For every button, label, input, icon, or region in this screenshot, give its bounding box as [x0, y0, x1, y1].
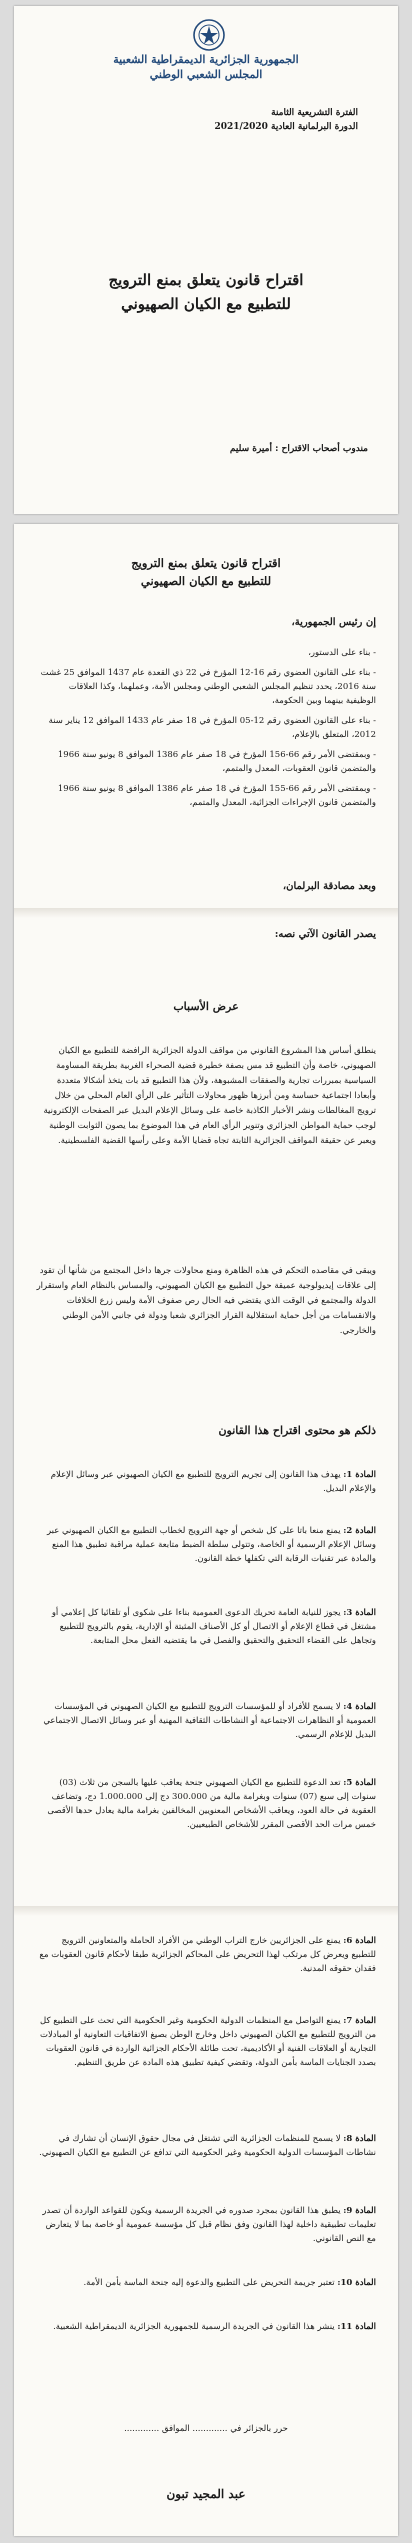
signing-place-date: حرر بالجزائر في ............. الموافق ............. [124, 2424, 288, 2434]
reasons-paragraph: ينطلق أساس هذا المشروع القانوني من مواقف الدولة الجزائرية الرافضة للتطبيع مع الكيان الصهيوني، خاصة وأن التطبيع قد مس بصفة خطيرة قضية الصحراء الغربية بطريقة المساومة السياسية بمبررات تجارية والصفقات المشبوهة، ولأن هذا التطبيع قد بات يتخذ أشكالا متعددة وأبعادا اجتماعية حساسة ومن أبرزها ظهور محاولات التأثير على الرأي العام المحلي من خلال ترويج المغالطات ونشر الأخبار الكاذبة خاصة على وسائل الإعلام البديل عبر الصفحات الإلكترونية لوجب حماية المواطن الجزائري وتنوير الرأي العام في هذا الموضوع بما يصون الثوابت الوطنية ويعبر عن حقيقة المواقف الجزائرية الثابتة تجاه قضايا الأمة وعلى رأسها القضية الفلسطينية. [43, 1046, 376, 1146]
parliament-approval: وبعد مصادقة البرلمان، [282, 881, 376, 892]
article [36, 2014, 376, 2070]
article-number: المادة 1: [343, 1470, 376, 1480]
legal-references [36, 646, 376, 810]
cover-title [64, 268, 348, 316]
promulgation-line: يصدر القانون الآتي نصه: [274, 929, 376, 940]
reference-item: - بناء على القانون العضوي رقم 16-12 المؤرخ في 22 ذي القعدة عام 1437 الموافق 25 غشت سنة 2016، يحدد تنظيم المجلس الشعبي الوطني ومجلس الأمة، وعملهما، وكذا العلاقات الوظيفية بينهما وبين الحكومة، [40, 668, 376, 706]
representative: مندوب أصحاب الاقتراح : أميرة سليم [229, 444, 368, 454]
article-number: المادة 10: [337, 2278, 376, 2288]
article [36, 1776, 376, 1832]
article [36, 2132, 376, 2160]
article-text: يمنع التواصل مع المنظمات الدولية الحكومية وغير الحكومية التي تحث على التطبيع كل من الترويج للتطبيع مع الكيان الصهيوني داخل وخارج الوطن بصيغ الاتفاقيات التعاونية أو المبادلات التجارية أو العلاقات الفنية أو الأكاديمية، تحت طائلة الأحكام الجزائية الواردة في قانون العقوبات بصدد الجنايات الماسة بأمن الدولة، وتقضي كيفية تطبيق هذه المادة عن طريق التنظيم. [39, 2016, 376, 2068]
addressee: إن رئيس الجمهورية، [291, 617, 376, 628]
legislative-session: الدورة البرلمانية العادية 2021/2020 [214, 122, 358, 132]
legislature-info [215, 106, 359, 134]
article-number: المادة 9: [343, 2206, 376, 2216]
cover-title-line-1: اقتراح قانون يتعلق بمنع الترويج [108, 271, 304, 289]
legislative-term: الفترة التشريعية الثامنة [271, 108, 358, 118]
bill-page [14, 524, 398, 2536]
article-number: المادة 4: [343, 1702, 376, 1712]
article-text: لا يسمح للأفراد أو للمؤسسات الترويج للتطبيع مع الكيان الصهيوني في المؤسسات العمومية أو النظاهرات الاجتماعية أو النشاطات الثقافية المهنية أو عبر وسائل الاتصال الاجتماعي البديل للإعلام الرسمي. [43, 1702, 376, 1740]
article-text: يجوز للنيابة العامة تحريك الدعوى العمومية بناءا على شكوى أو تلقائيا كل إعلامي أو مشتغل في قطاع الإعلام أو الاتصال أو كل الأصناف المثبتة أو الإدارية، يقوم بالترويج للتطبيع وتجاهل على القضاء التحقيق والتحقيق والفصل في ما يقتضيه الفعل محل المتابعة. [51, 1608, 376, 1646]
reference-item: - بناء على القانون العضوي رقم 12-05 المؤرخ في 18 صفر عام 1433 الموافق 12 يناير سنة 2012، المتعلق بالإعلام، [48, 716, 376, 740]
bill-title [74, 554, 338, 590]
cover-page [14, 6, 398, 514]
article-text: تعد الدعوة للتطبيع مع الكيان الصهيوني جنحة يعاقب عليها بالسجن من ثلاث (03) سنوات إلى سبع (07) سنوات وبغرامة مالية من 300.000 دج إلى 1.000.000 دج، وتضاعف العقوبة في حالة العود، ويعاقب الأشخاص المعنويين المخالفين بغرامة مالية يعادل حدها الأقصى خمس مرات الحد الأقصى المقرر للأشخاص الطبيعيين. [47, 1778, 376, 1830]
article [36, 1934, 376, 1976]
article-number: المادة 11: [337, 2322, 376, 2332]
signatory-name: عبد المجيد تبون [166, 2487, 246, 2501]
reasons-heading: عرض الأسباب [173, 1000, 239, 1013]
page-break [14, 908, 398, 918]
reasons-paragraph: ويبقى في مقاصده التحكم في هذه الظاهرة ومنع محاولات جرها داخل المجتمع من شأنها أن تقود إلى علاقات إيديولوجية عميقة حول التطبيع مع الكيان الصهيوني، والمساس بالنظام العام واستقرار الدولة والمجتمع في الوقت الذي يقتضي فيه الحال رص صفوف الأمة وليس زرع الخلافات والانقسامات من أجل حماية استقلالية القرار الجزائري شعبا ودولة في جانبي الأمن الوطني والخارجي. [36, 1266, 376, 1336]
reference-item: - وبمقتضى الأمر رقم 66-155 المؤرخ في 18 صفر عام 1386 الموافق 8 يونيو سنة 1966 والمتضمن قانون الإجراءات الجزائية، المعدل والمتمم، [57, 784, 376, 808]
article-number: المادة 3: [343, 1608, 376, 1618]
article-text: يهدف هذا القانون إلى تجريم الترويج للتطبيع مع الكيان الصهيوني عبر وسائل الإعلام والإعلام البديل. [50, 1470, 376, 1494]
reference-item: - بناء على الدستور، [308, 648, 376, 658]
article-number: المادة 7: [343, 2016, 376, 2026]
republic-name: الجمهورية الجزائرية الديمقراطية الشعبية [113, 53, 299, 66]
article-text: تعتبر جريمة التحريض على التطبيع والدعوة إليه جنحة الماسة بأمن الأمة. [83, 2278, 335, 2288]
bill-title-line-2: للتطبيع مع الكيان الصهيوني [140, 574, 272, 588]
article [36, 2276, 376, 2290]
article-number: المادة 8: [343, 2134, 376, 2144]
article [36, 2204, 376, 2246]
article [36, 2320, 376, 2334]
article-number: المادة 6: [343, 1936, 376, 1946]
article [36, 1468, 376, 1496]
letterhead [54, 52, 358, 82]
article [36, 1524, 376, 1566]
article [36, 1606, 376, 1648]
content-heading: ذلكم هو محتوى اقتراح هذا القانون [218, 1424, 376, 1437]
article-text: لا يسمح للمنظمات الجزائرية التي تشتغل في مجال حقوق الإنسان أن تشارك في نشاطات المؤسسات الدولية الحكومية وغير الحكومية التي تدافع عن التطبيع مع الكيان الصهيوني. [39, 2134, 376, 2158]
article-number: المادة 2: [343, 1526, 376, 1536]
article-number: المادة 5: [343, 1778, 376, 1788]
assembly-emblem-icon [192, 18, 226, 52]
cover-title-line-2: للتطبيع مع الكيان الصهيوني [121, 295, 291, 313]
reference-item: - وبمقتضى الأمر رقم 66-156 المؤرخ في 18 صفر عام 1386 الموافق 8 يونيو سنة 1966 والمتضمن قانون العقوبات، المعدل والمتمم، [57, 750, 376, 774]
article-text: يمنع على الجزائريين خارج التراب الوطني من الأفراد الحاملة والمتعاونين الترويج للتطبيع ويعرض كل مرتكب لهذا التحريض على المحاكم الجزائرية طبقا لأحكام قانون العقوبات مع فقدان حقوقه المدنية. [39, 1936, 376, 1974]
article-text: يمنع منعا باتا على كل شخص أو جهة الترويج لخطاب التطبيع مع الكيان الصهيوني عبر وسائل الإعلام الرسمية أو الخاصة، وتتولى سلطة الضبط متابعة عملية مراقبة تطبيق هذا المنع والمادة عبر تقنيات الرقابة التي تكفلها خطة القانون. [46, 1526, 376, 1564]
page-break [14, 1906, 398, 1916]
article-text: يطبق هذا القانون بمجرد صدوره في الجريدة الرسمية ويكون للقواعد الواردة أن تصدر تعليمات تطبيقية داخلية لهذا القانون وفق نظام قبل كل مؤسسة عمومية أو خاصة بما لا يتعارض مع النص القانوني. [42, 2206, 376, 2244]
article-text: ينشر هذا القانون في الجريدة الرسمية للجمهورية الجزائرية الديمقراطية الشعبية. [53, 2322, 335, 2332]
assembly-name: المجلس الشعبي الوطني [149, 68, 263, 81]
bill-title-line-1: اقتراح قانون يتعلق بمنع الترويج [131, 556, 281, 570]
article [36, 1700, 376, 1742]
